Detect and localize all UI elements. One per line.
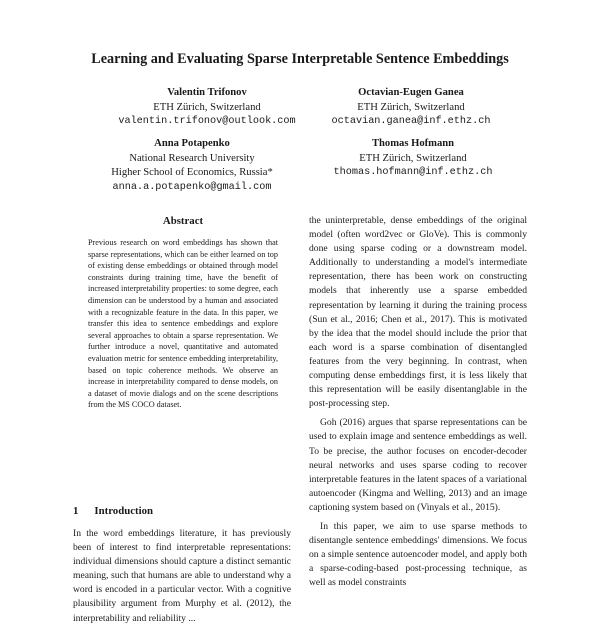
author-affiliation-line2: Higher School of Economics, Russia* [111, 167, 273, 179]
author-block [92, 86, 322, 130]
author-block [283, 137, 543, 181]
author-affiliation: ETH Zürich, Switzerland [359, 152, 467, 164]
author-name: Thomas Hofmann [371, 138, 455, 149]
author-email: octavian.ganea@inf.ethz.ch [331, 116, 491, 128]
body-paragraph: In this paper, we aim to use sparse methods to disentangle sentence embeddings' dimensions. We focus on a simple sentence autoencoder model, and apply both a sparse-coding-based post-processing technique, as well as model constraints [309, 520, 527, 589]
author-email: anna.a.potapenko@gmail.com [112, 181, 272, 193]
author-affiliation: ETH Zürich, Switzerland [153, 101, 261, 113]
intro-paragraph: In the word embeddings literature, it has previously been of interest to find interpretable representations: individual dimensions should capture a distinct semantic meaning, such that humans are able to understand why a word is encoded in a particular vector. With a cognitive plausibility argument from Murphy et al. (2012), the interpretability and reliability ... [73, 528, 291, 624]
section-title: Introduction [94, 505, 154, 517]
abstract-text: Previous research on word embeddings has shown that sparse representations, which can be either learned on top of existing dense embeddings or obtained through model constraints during training time, have the benefit of increased interpretability properties: to some degree, each dimension can be understood by a human and associated with a recognizable feature in the data. In this paper, we transfer this idea to sentence embeddings and explore several approaches to obtain a sparse representation. We further introduce a novel, quantitative and automated evaluation metric for sentence embedding interpretability, based on topic coherence methods. We observe an increase in interpretability compared to dense models, on a dataset of movie dialogs and on the scene descriptions from the MS COCO dataset. [88, 238, 278, 410]
section-heading [73, 505, 153, 517]
abstract-heading: Abstract [162, 215, 204, 227]
author-block [72, 137, 312, 195]
section-number: 1 [73, 505, 79, 517]
author-affiliation: National Research University [129, 152, 255, 164]
author-email: valentin.trifonov@outlook.com [118, 116, 296, 128]
body-paragraph: Goh (2016) argues that sparse representations can be used to explain image and sentence embeddings as well. To be precise, the author focuses on encoder-decoder neural networks and uses sparse coding to recover interpretable features in the latent spaces of a variational autoencoder (Kingma and Welling, 2013) and an image captioning system based on (Vinyals et al., 2015). [309, 417, 527, 513]
author-block [296, 86, 526, 130]
author-name: Anna Potapenko [154, 138, 230, 149]
paper-title: Learning and Evaluating Sparse Interpretable Sentence Embeddings [91, 51, 509, 67]
author-email: thomas.hofmann@inf.ethz.ch [333, 167, 493, 179]
body-paragraph: the uninterpretable, dense embeddings of the original model (often word2vec or GloVe). This is commonly done using sparse coding or a downstream model. Additionally to understanding a model's intermediate representation, there has been work on constructing models that inherently use a sparse embedded representation by learning it during the training process (Sun et al., 2016; Chen et al., 2017). This is motivated by the idea that the model should include the prior that each word is a sparse combination of disentangled features from the very beginning. In contrast, when computing dense embeddings first, it is less likely that this representation will be easily disentanglable in the post-processing step. [309, 215, 527, 410]
author-name: Valentin Trifonov [167, 87, 247, 98]
author-name: Octavian-Eugen Ganea [358, 87, 464, 98]
author-affiliation: ETH Zürich, Switzerland [357, 101, 465, 113]
right-column [309, 214, 527, 595]
